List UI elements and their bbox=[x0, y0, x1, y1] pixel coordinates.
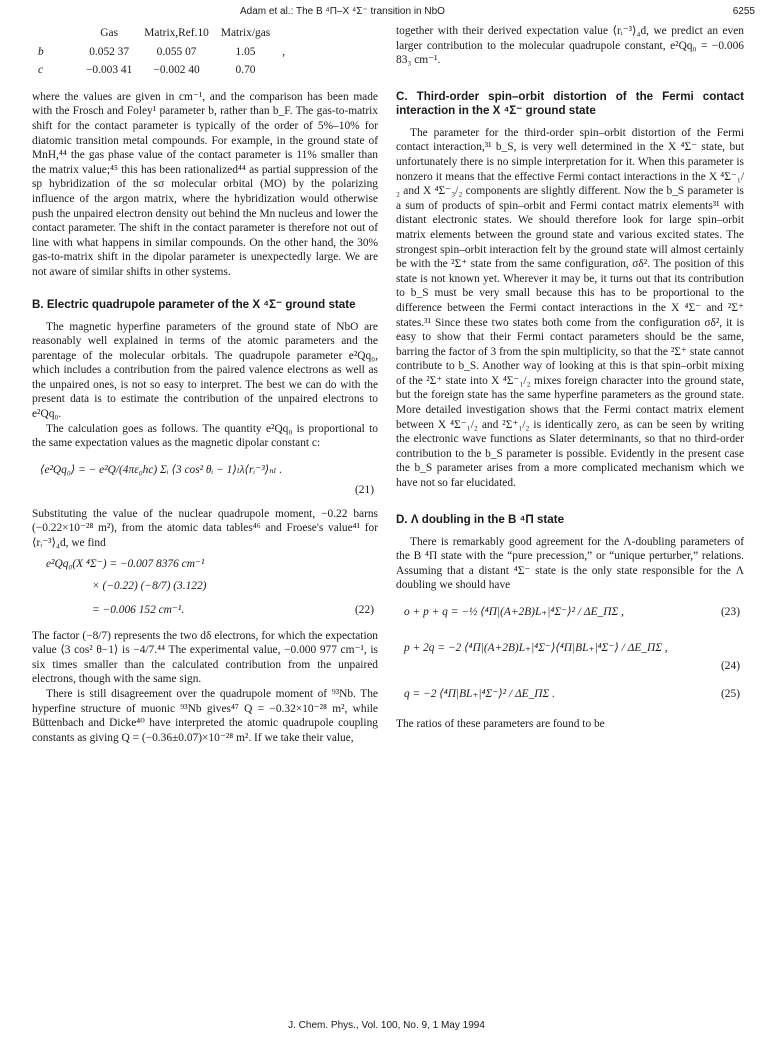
right-column bbox=[396, 24, 744, 732]
equation-number: (22) bbox=[355, 603, 374, 616]
section-heading: B. Electric quadrupole parameter of the X ⁴Σ⁻ ground state bbox=[32, 297, 356, 311]
paragraph: The calculation goes as follows. The quantity e²Qq₀ is proportional to the same expectation values as the magnetic dipolar constant c: bbox=[32, 422, 378, 450]
running-title: Adam et al.: The B ⁴Π–X ⁴Σ⁻ transition in NbO bbox=[240, 6, 445, 17]
comparison-table bbox=[32, 24, 291, 80]
equation-24 bbox=[396, 635, 744, 675]
table-cell: 0.052 37 bbox=[89, 45, 130, 58]
table-header-row bbox=[32, 24, 291, 43]
paragraph: There is remarkably good agreement for the Λ-doubling parameters of the B ⁴Π state with the “pure precession,” or “unique perturber,” relations. Assuming that a distant ⁴Σ⁻ state is the only state responsible for the Λ doubling we should have bbox=[396, 535, 744, 592]
equation-23 bbox=[396, 599, 744, 629]
table-row bbox=[32, 61, 291, 80]
table-comma: , bbox=[282, 45, 286, 58]
section-heading: C. Third-order spin–orbit distortion of the Fermi contact interaction in the X ⁴Σ⁻ ground state bbox=[396, 89, 744, 117]
paragraph: The parameter for the third-order spin–orbit distortion of the Fermi contact interaction,³¹ b_S, is very well determined in the X ⁴Σ⁻ state, but unfortunately there is no simple interpretation for it. When this parameter is nonzero it means that the effective Fermi contact interactions in the X ⁴Σ⁻₁/₂ and X ⁴Σ⁻₃/₂ components are slightly different. Now the b_S parameter is a sum of products of spin–orbit and Fermi contact matrix elements³¹ with distant electronic states. We should therefore look for large spin–orbit matrix elements between the ground state and various excited states. The strongest spin–orbit interaction felt by the ground state will almost certainly be with the ²Σ⁺ state from the same configuration, σδ². The position of this state is not known yet. Wherever it may be, it turns out that its contribution to b_S must be very small because this has to be proportional to the difference between the Fermi contact interactions in the X ⁴Σ⁻ and ²Σ⁺ states.³¹ Since these two states both come from the configuration σδ², it is easy to show that their Fermi contact parameters should be the same, barring the factor of 3 from the spin multiplicity, so that the ²Σ⁺ state cannot contribute to b_S. Another way of looking at this is that spin–orbit mixing of the ²Σ⁺ state into X ⁴Σ⁻₁/₂ mixes foreign character into the ground state, but the foreign state has the same hyperfine parameters as the ground state. More detailed investigation shows that the Fermi contact matrix element between X ⁴Σ⁻₁/₂ and ²Σ⁺₁/₂ is identically zero, as can be seen by writing the electronic wave functions as Slater determinants, so that no third-order contribution to the b_S parameter is possible. Evidently in the present case the b_S parameter arises from a more complicated mechanism which we have not so far elucidated. bbox=[396, 126, 744, 490]
equation-line: × (−0.22) (−8/7) (3.122) bbox=[92, 579, 207, 592]
page-number: 6255 bbox=[732, 6, 755, 17]
equation-21 bbox=[32, 457, 378, 501]
section-heading: D. Λ doubling in the B ⁴Π state bbox=[396, 512, 565, 526]
equation-text: q = −2 ⟨⁴Π|BL₊|⁴Σ⁻⟩² / ΔE_ΠΣ . bbox=[404, 688, 555, 700]
equation-text: ⟨e²Qq₀⟩ = − e²Q/(4πε₀hc) Σᵢ ⟨3 cos² θᵢ − 1⟩ₗλ⟨rᵢ⁻³⟩ₙₗ . bbox=[40, 463, 283, 476]
column-header: Gas bbox=[100, 27, 118, 39]
equation-number: (23) bbox=[721, 606, 740, 618]
journal-footer: J. Chem. Phys., Vol. 100, No. 9, 1 May 1994 bbox=[288, 1020, 485, 1031]
equation-number: (21) bbox=[355, 483, 374, 496]
paragraph: The magnetic hyperfine parameters of the ground state of NbO are reasonably well explained in terms of the atomic parameters and the parentage of the molecular orbitals. The quadrupole parameter e²Qq₀, which includes a contribution from the paired valence electrons as well as the unpaired ones, is not so easy to interpret. The best we can do with the present data is to estimate the contribution of the unpaired electrons to e²Qq₀. bbox=[32, 320, 378, 421]
equation-text: p + 2q = −2 ⟨⁴Π|(A+2B)L₊|⁴Σ⁻⟩⟨⁴Π|BL₊|⁴Σ⁻⟩ / ΔE_ΠΣ , bbox=[404, 642, 668, 654]
paragraph: The ratios of these parameters are found to be bbox=[396, 718, 605, 730]
paragraph: There is still disagreement over the quadrupole moment of ⁹³Nb. The hyperfine structure of muonic ⁹³Nb gives⁴⁷ Q = −0.32×10⁻²⁸ m², while Büttenbach and Dicke⁴⁰ have interpreted the atomic quadrupole coupling constants as giving Q = (−0.36±0.07)×10⁻²⁸ m². If we take their value, bbox=[32, 688, 378, 744]
row-label: b bbox=[38, 45, 44, 58]
column-header: Matrix/gas bbox=[220, 27, 271, 39]
equation-22 bbox=[32, 555, 378, 625]
paragraph: together with their derived expectation value ⟨rᵢ⁻³⟩₄d, we predict an even larger contribution to the molecular quadrupole constant, e²Qq₀ = −0.006 83₃ cm⁻¹. bbox=[396, 25, 744, 67]
row-label: c bbox=[38, 64, 44, 77]
paragraph: Substituting the value of the nuclear quadrupole moment, −0.22 barns (−0.22×10⁻²⁸ m²), from the atomic data tables⁴⁶ and Froese's value⁴¹ for ⟨rᵢ⁻³⟩₄d, we find bbox=[32, 507, 378, 550]
left-column bbox=[32, 24, 378, 745]
paragraph: The factor (−8/7) represents the two dδ electrons, for which the expectation value ⟨3 cos² θ−1⟩ is −4/7.⁴⁴ The experimental value, −0.000 977 cm⁻¹, is six times smaller than the calculated contribution from the unpaired electrons, though with the same sign. bbox=[32, 629, 378, 686]
column-header: Matrix,Ref.10 bbox=[144, 27, 209, 39]
equation-25 bbox=[396, 681, 744, 711]
table-row bbox=[32, 43, 291, 62]
table-cell: 1.05 bbox=[235, 45, 256, 58]
table-cell: 0.055 07 bbox=[156, 45, 197, 58]
equation-line: = −0.006 152 cm⁻¹. bbox=[92, 603, 185, 616]
equation-number: (25) bbox=[721, 688, 740, 700]
equation-text: o + p + q = −½ ⟨⁴Π|(A+2B)L₊|⁴Σ⁻⟩² / ΔE_ΠΣ , bbox=[404, 606, 624, 618]
paragraph: where the values are given in cm⁻¹, and the comparison has been made with the Frosch and Foley¹ parameter b, rather than b_F. The gas-to-matrix shift for the contact parameter is typically of the order of 5%–10% for diatomic transition metal compounds. For example, in the ground state of MnH,⁴⁴ the gas phase value of the contact parameter is 11% smaller than the matrix value;⁴⁵ this has been rationalized⁴⁴ as partial suppression of the sp hybridization of the sσ molecular orbital (MO) by the polarizing influence of the argon matrix, where the hybridization would otherwise push the unpaired electron density out behind the Mn nucleus and lower the contact parameter. The shift in the contact parameter is therefore not out of line with what happens in similar compounds. On the other hand, the 30% gas-to-matrix shift in the dipolar parameter is unexpectedly large. We are not aware of similar shifts in other systems. bbox=[32, 90, 378, 278]
table-cell: −0.002 40 bbox=[153, 64, 200, 77]
table-cell: −0.003 41 bbox=[86, 64, 133, 77]
table-cell: 0.70 bbox=[235, 64, 256, 77]
equation-number: (24) bbox=[721, 660, 740, 672]
equation-line: e²Qq₀(X ⁴Σ⁻) = −0.007 8376 cm⁻¹ bbox=[46, 557, 205, 570]
